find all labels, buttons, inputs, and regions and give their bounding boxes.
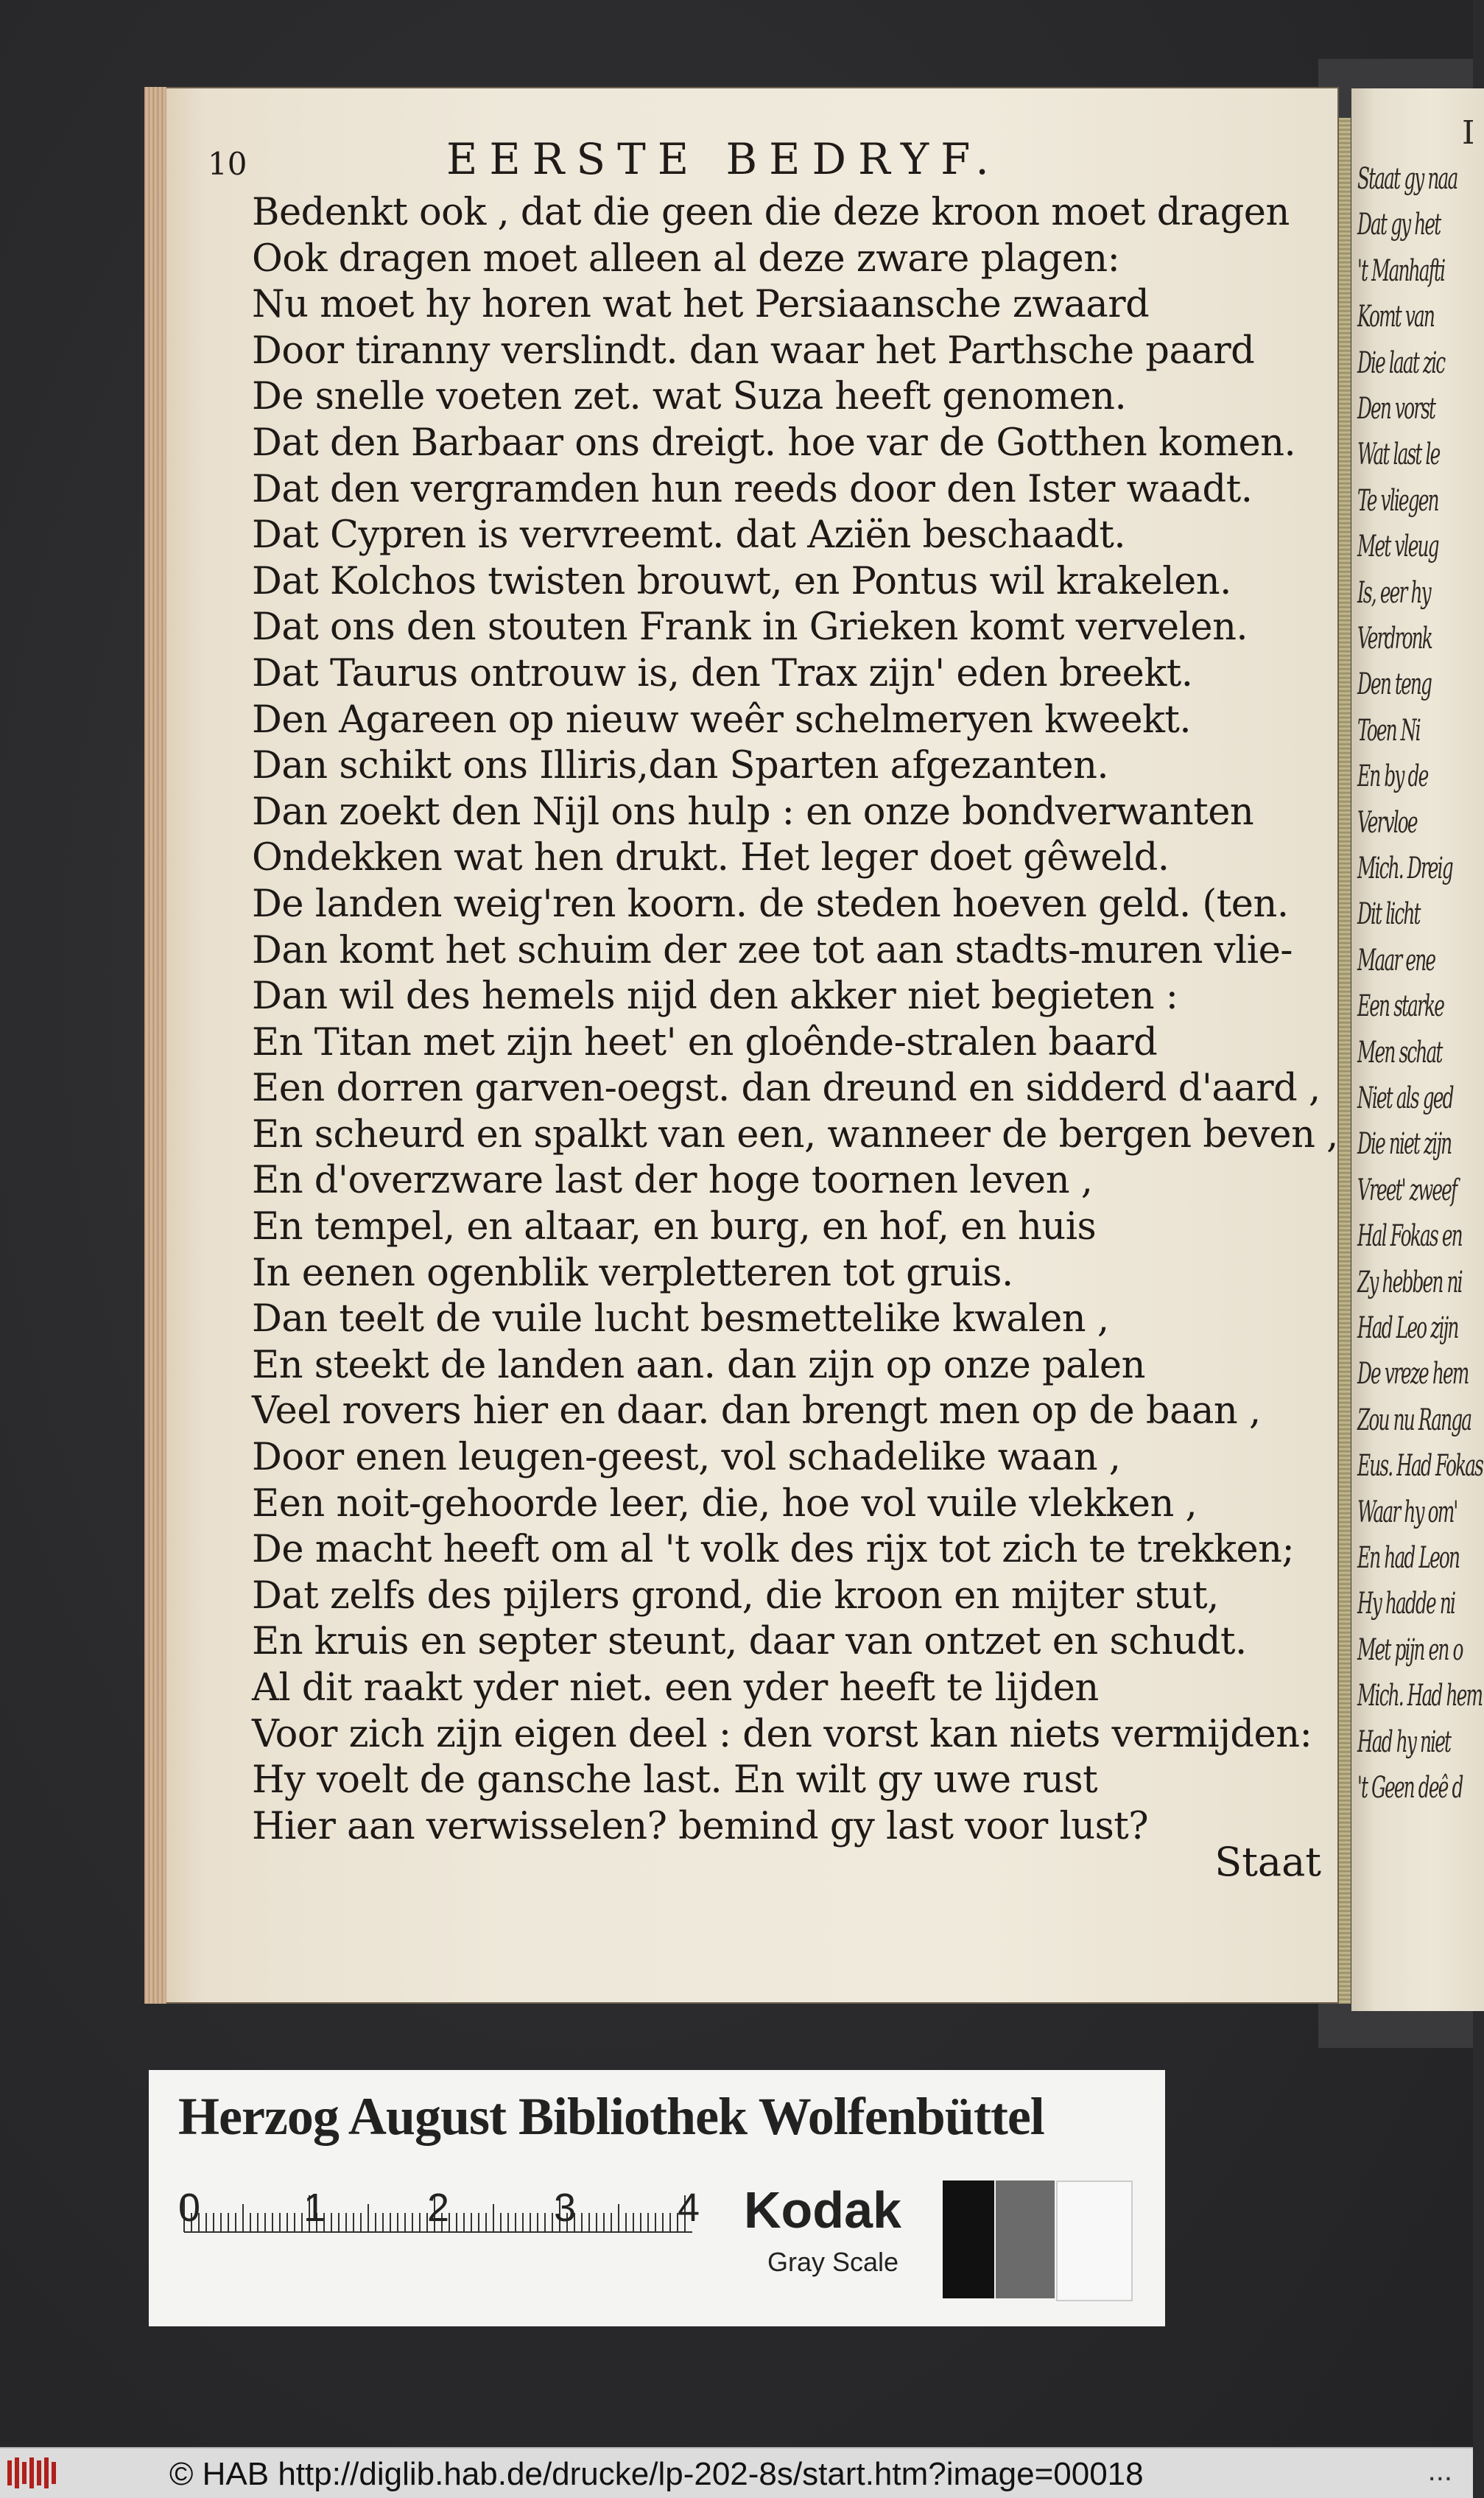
verse-line: Door tiranny verslindt. dan waar het Parthsche paard <box>252 329 1255 373</box>
verse-line: Dat zelfs des pijlers grond, die kroon en mijter stut, <box>252 1573 1219 1618</box>
facing-page-line: Toen Ni <box>1357 713 1420 748</box>
verse-line: Dat den Barbaar ons dreigt. hoe var de Gotthen komen. <box>252 421 1296 465</box>
verse-line: Ondekken wat hen drukt. Het leger doet gêweld. <box>252 836 1170 880</box>
facing-page-line: Hy hadde ni <box>1357 1587 1455 1621</box>
running-title: EERSTE BEDRYF. <box>446 134 1001 184</box>
white-patch <box>1056 2181 1133 2301</box>
verse-line: Een dorren garven-oegst. dan dreund en sidderd d'aard , <box>252 1067 1321 1111</box>
verse-line: De macht heeft om al 't volk des rijx tot zich te trekken; <box>252 1528 1295 1572</box>
facing-page-line: Mich. Had hem <box>1357 1679 1483 1713</box>
black-patch <box>943 2181 994 2298</box>
color-card <box>149 2070 1165 2326</box>
facing-page-line: Komt van <box>1357 300 1435 334</box>
verse-line: Dat Kolchos twisten brouwt, en Pontus wil krakelen. <box>252 559 1231 603</box>
page-edge <box>144 87 166 2004</box>
facing-page-line: Wat last le <box>1357 438 1440 472</box>
book-page <box>144 87 1339 2004</box>
verse-line: En scheurd en spalkt van een, wanneer de bergen beven , <box>252 1112 1338 1157</box>
verse-line: En steekt de landen aan. dan zijn op onze palen <box>252 1343 1145 1387</box>
facing-page-line: Een starke <box>1357 989 1444 1024</box>
hab-logo-icon <box>6 2456 63 2490</box>
facing-page-line: 't Manhafti <box>1357 253 1445 288</box>
verse-line: Hier aan verwisselen? bemind gy last voor lust? <box>252 1804 1149 1848</box>
verse-line: Dan wil des hemels nijd den akker niet begieten : <box>252 975 1178 1019</box>
verse-line: De snelle voeten zet. wat Suza heeft genomen. <box>252 375 1127 419</box>
verse-line: Dan schikt ons Illiris,dan Sparten afgezanten. <box>252 744 1109 788</box>
ruler-number: 0 <box>178 2186 201 2230</box>
verse-line: Dat Taurus ontrouw is, den Trax zijn' eden breekt. <box>252 651 1193 695</box>
verse-line: En d'overzware last der hoge toornen leven , <box>252 1159 1093 1203</box>
facing-page-line: Vreet' zweef <box>1357 1173 1457 1207</box>
facing-page-line: Met vleug <box>1357 530 1438 564</box>
facing-page-line: Eus. Had Fokas <box>1357 1449 1483 1484</box>
facing-page-line: Te vliegen <box>1357 483 1438 518</box>
ruler-number: 1 <box>303 2186 326 2230</box>
verse-line: Dat Cypren is vervreemt. dat Aziën beschaadt. <box>252 513 1126 558</box>
facing-page-line: Die niet zijn <box>1357 1127 1452 1162</box>
verse-line: Dat den vergramden hun reeds door den Ister waadt. <box>252 467 1253 511</box>
facing-page-line: Hal Fokas en <box>1357 1219 1462 1254</box>
more-icon[interactable]: ... <box>1427 2455 1452 2487</box>
catchword: Staat <box>1214 1839 1321 1885</box>
verse-line: Al dit raakt yder niet. een yder heeft te lijden <box>252 1666 1099 1710</box>
running-head <box>144 128 1339 194</box>
ruler-number: 4 <box>678 2186 700 2230</box>
facing-page-line: Maar ene <box>1357 943 1435 978</box>
gray-patch <box>996 2181 1055 2298</box>
facing-page-line: Men schat <box>1357 1035 1442 1070</box>
ruler-number: 2 <box>427 2186 450 2230</box>
facing-page-line: Den vorst <box>1357 392 1435 426</box>
page-number: 10 <box>208 146 247 182</box>
facing-page-line: Met pijn en o <box>1357 1632 1463 1667</box>
facing-page-line: Niet als ged <box>1357 1081 1453 1115</box>
verse-line: Veel rovers hier en daar. dan brengt men op de baan , <box>252 1389 1261 1434</box>
facing-page-line: Den teng <box>1357 667 1432 702</box>
facing-page-line: Had Leo zijn <box>1357 1311 1458 1345</box>
library-name: Herzog August Bibliothek Wolfenbüttel <box>178 2087 1044 2146</box>
verse-line: Dan teelt de vuile lucht besmettelike kwalen , <box>252 1297 1109 1341</box>
ruler-number: 3 <box>554 2186 577 2230</box>
facing-page-line: En had Leon <box>1357 1541 1460 1575</box>
verse-line: In eenen ogenblik verpletteren tot gruis. <box>252 1251 1013 1295</box>
status-bar <box>0 2447 1473 2498</box>
facing-page-line: Vervloe <box>1357 805 1417 840</box>
facing-page-line: Zou nu Ranga <box>1357 1403 1471 1437</box>
verse-line: En Titan met zijn heet' en gloênde-stralen baard <box>252 1020 1158 1064</box>
verse-line: Dat ons den stouten Frank in Grieken komt vervelen. <box>252 606 1248 650</box>
verse-line: Dan zoekt den Nijl ons hulp : en onze bondverwanten <box>252 790 1254 834</box>
facing-page-line: Mich. Dreig <box>1357 852 1452 885</box>
facing-page-line: Dat gy het <box>1357 208 1441 242</box>
verse-line: Door enen leugen-geest, vol schadelike waan , <box>252 1436 1121 1480</box>
facing-page-line: 't Geen deê d <box>1357 1771 1463 1805</box>
facing-page-line: En by de <box>1357 759 1428 794</box>
kodak-logo: Kodak <box>744 2181 901 2239</box>
facing-page-line: De vreze hem <box>1357 1357 1469 1392</box>
facing-page-line: Had hy niet <box>1357 1725 1451 1759</box>
verse-block <box>252 190 1338 1850</box>
verse-line: De landen weig'ren koorn. de steden hoeven geld. (ten. <box>252 882 1289 926</box>
verse-line: Een noit-gehoorde leer, die, hoe vol vuile vlekken , <box>252 1481 1198 1526</box>
verse-line: Bedenkt ook , dat die geen die deze kroon moet dragen <box>252 191 1290 234</box>
facing-page-line: Die laat zic <box>1357 345 1445 380</box>
facing-page-line: Dit licht <box>1357 897 1420 932</box>
facing-page-line: Waar hy om' <box>1357 1495 1457 1529</box>
verse-line: Nu moet hy horen wat het Persiaansche zwaard <box>252 283 1150 327</box>
facing-page-line: Staat gy naa <box>1357 162 1457 196</box>
facing-page-head: I <box>1462 114 1475 152</box>
verse-line: En kruis en septer steunt, daar van ontzet en schudt. <box>252 1620 1247 1664</box>
gray-scale-label: Gray Scale <box>767 2247 899 2277</box>
facing-page-line: Is, eer hy <box>1357 575 1430 610</box>
verse-line: Hy voelt de gansche last. En wilt gy uwe rust <box>252 1758 1098 1803</box>
facing-page-line: Verdronk <box>1357 622 1432 656</box>
verse-line: Ook dragen moet alleen al deze zware plagen: <box>252 236 1120 281</box>
facing-page-line: Zy hebben ni <box>1357 1265 1462 1299</box>
verse-line: Dan komt het schuim der zee tot aan stadts-muren vlie- <box>252 928 1293 972</box>
verse-line: Den Agareen op nieuw weêr schelmeryen kweekt. <box>252 698 1192 742</box>
verse-line: Voor zich zijn eigen deel : den vorst kan niets vermijden: <box>252 1712 1312 1756</box>
verse-line: En tempel, en altaar, en burg, en hof, en huis <box>252 1205 1097 1249</box>
source-url[interactable]: © HAB http://diglib.hab.de/drucke/lp-202-8s/start.htm?image=00018 <box>169 2456 1144 2492</box>
facing-page <box>1351 88 1484 2011</box>
